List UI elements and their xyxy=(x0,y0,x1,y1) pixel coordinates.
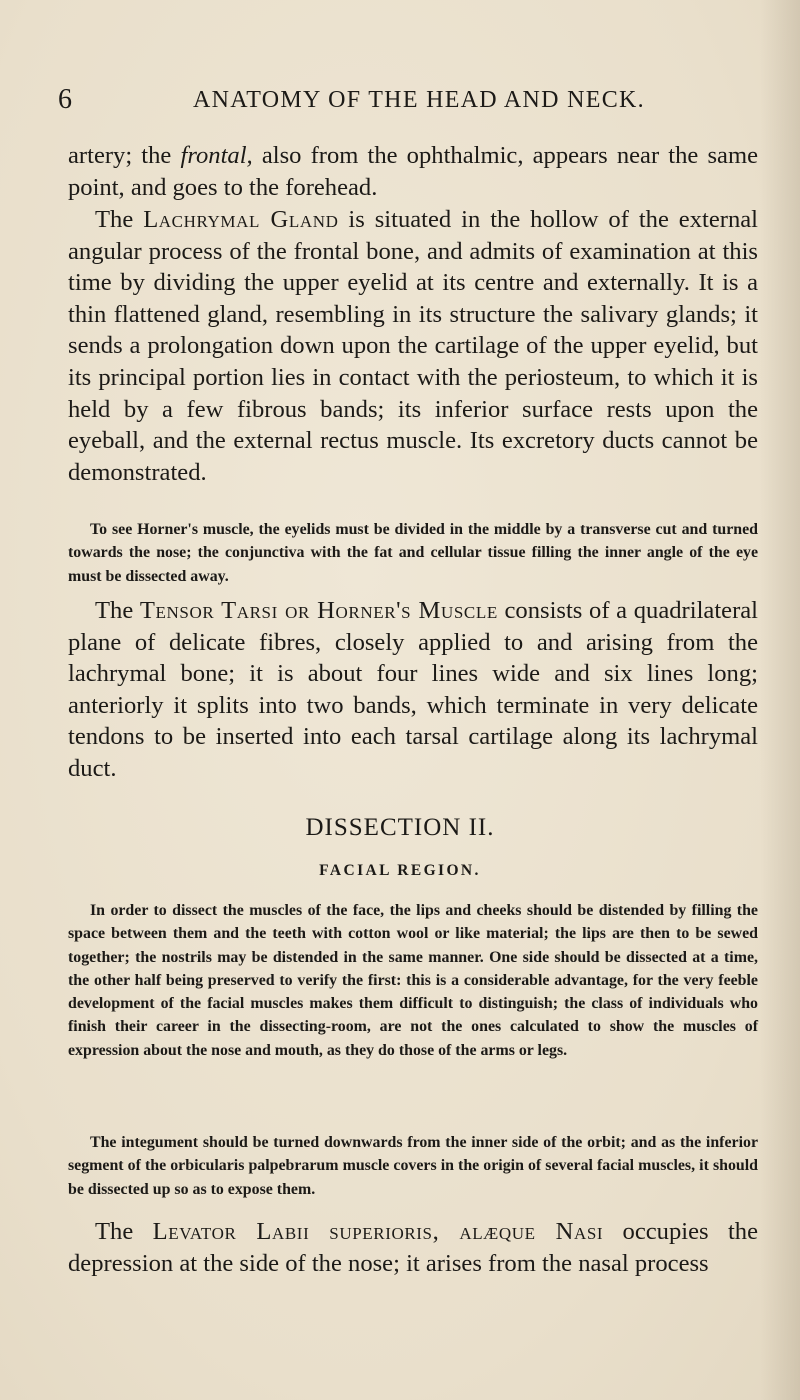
p1-text-start: artery; the xyxy=(68,142,181,169)
p3-lead: The xyxy=(95,597,134,624)
p2-lead: The xyxy=(95,206,134,233)
p3-heading-term: Tensor Tarsi or Horner's Muscle xyxy=(139,597,498,624)
note-horners-muscle: To see Horner's muscle, the eyelids must be divided in the middle by a transverse cut and turned towards the nose; the conjunctiva with the fat and cellular tissue filling the inner angle of the eye must be dissected away. xyxy=(68,521,758,585)
p2-heading-term: Lachrymal Gland xyxy=(143,206,339,233)
page-edge-shadow xyxy=(760,0,800,1400)
final-body: occupies the depression at the side of the nose; it arises from the nasal process xyxy=(68,1218,758,1277)
paragraph-levator-labii xyxy=(68,1216,758,1279)
p3-body: consists of a quadrilateral plane of delicate fibres, closely applied to and arising from the lachrymal bone; it is about four lines wide and six lines long; anteriorly it splits into two bands, which terminate in very delicate tendons to be inserted into each tarsal cartilage along its lachrymal duct. xyxy=(68,597,759,782)
note-integument: The integument should be turned downwards from the inner side of the orbit; and as the inferior segment of the orbicularis palpebrarum muscle covers in the origin of several facial muscles, it should be dissected up so as to expose them. xyxy=(68,1134,758,1198)
page-number: 6 xyxy=(58,84,72,115)
p2-body: is situated in the hollow of the external angular process of the frontal bone, and admits of examination at this time by dividing the upper eyelid at its centre and externally. It is a thin flattened gland, resembling in its structure the salivary glands; it sends a prolongation down upon the cartilage of the upper eyelid, but its principal portion lies in contact with the periosteum, to which it is held by a few fibrous bands; its inferior surface rests upon the eyeball, and the external rectus muscle. Its excretory ducts cannot be demonstrated. xyxy=(68,206,759,486)
page-header xyxy=(58,84,758,120)
final-lead: The xyxy=(95,1218,134,1245)
section-subtitle: FACIAL REGION. xyxy=(319,862,481,879)
p1-italic-term: frontal, xyxy=(180,142,253,169)
note-facial-dissection: In order to dissect the muscles of the face, the lips and cheeks should be distended by filling the space between them and the teeth with cotton wool or like material; the lips are then to be sewed together; the nostrils may be distended in the same manner. One side should be dissected at a time, the other half being preserved to verify the first: this is a considerable advantage, for the very feeble development of the facial muscles makes them difficult to distinguish; the class of individuals who finish their career in the dissecting-room, are not the ones calculated to show the muscles of expression about the nose and mouth, as they do those of the arms or legs. xyxy=(68,902,758,1059)
paragraph-frontal-artery xyxy=(68,140,758,203)
p1-text-end: also from the ophthalmic, appears near the same point, and goes to the forehead. xyxy=(68,142,758,201)
paragraph-lachrymal-gland xyxy=(68,204,758,488)
section-title: DISSECTION II. xyxy=(305,814,495,841)
final-heading-term: Levator Labii superioris, alæque Nasi xyxy=(152,1218,604,1245)
running-title: ANATOMY OF THE HEAD AND NECK. xyxy=(193,87,645,113)
paragraph-tensor-tarsi xyxy=(68,595,758,785)
